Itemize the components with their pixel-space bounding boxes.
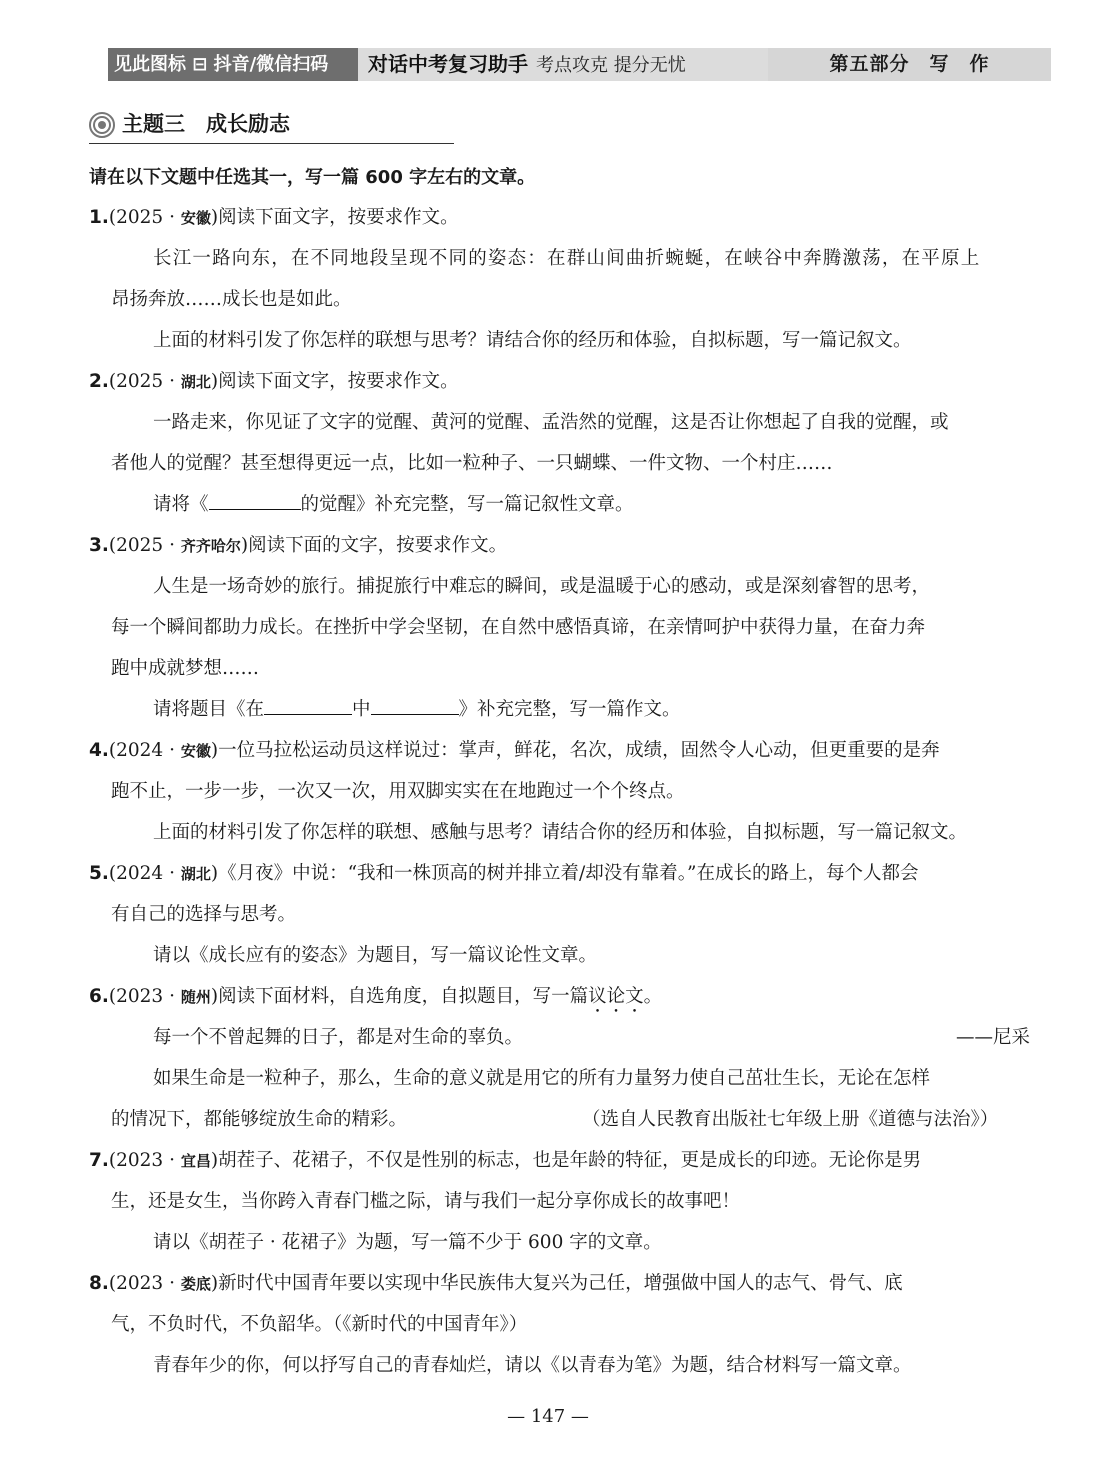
theme-title: 主题三 成长励志 — [122, 112, 290, 136]
instruction: 请在以下文题中任选其一，写一篇 600 字左右的文章。 — [89, 167, 536, 188]
question-2-material: 一路走来，你见证了文字的觉醒、黄河的觉醒、孟浩然的觉醒，这是否让你想起了自我的觉醒，或 — [153, 412, 949, 433]
question-source: 湖北 — [180, 373, 211, 391]
question-3-header: 3.(2025 · 齐齐哈尔)阅读下面的文字，按要求作文。 — [89, 535, 508, 556]
question-5-task: 请以《成长应有的姿态》为题目，写一篇议论性文章。 — [153, 945, 598, 966]
question-7-header: 7.(2023 · 宜昌)胡茬子、花裙子，不仅是性别的标志，也是年龄的特征，更是成长的印迹。无论你是男 — [89, 1150, 922, 1171]
question-3-material-end: 跑中成就梦想…… — [111, 658, 260, 679]
question-1-material-cont: 昂扬奔放……成长也是如此。 — [111, 289, 352, 310]
fill-blank — [371, 694, 459, 715]
assistant-title: 对话中考复习助手 — [368, 52, 528, 76]
question-source: 安徽 — [180, 742, 211, 760]
question-source: 安徽 — [180, 209, 211, 227]
section-title: 第五部分 写 作 — [768, 48, 1051, 81]
question-3-material-cont: 每一个瞬间都助力成长。在挫折中学会坚韧，在自然中感悟真谛，在亲情呵护中获得力量，在奋力奔 — [111, 617, 926, 638]
page-number: — 147 — — [507, 1406, 589, 1427]
question-6-material-source: （选自人民教育出版社七年级上册《道德与法治》） — [582, 1109, 999, 1130]
fill-blank — [264, 694, 352, 715]
question-source: 宜昌 — [180, 1152, 211, 1170]
question-8-task: 青春年少的你，何以抒写自己的青春灿烂，请以《以青春为笔》为题，结合材料写一篇文章。 — [153, 1355, 912, 1376]
scan-hint-label: 见此图标 ⊟ 抖音/微信扫码 — [108, 48, 358, 81]
question-5-header: 5.(2024 · 湖北)《月夜》中说：“我和一株顶高的树并排立着/却没有靠着。”在成长的路上，每个人都会 — [89, 863, 919, 884]
question-1-header: 1.(2025 · 安徽)阅读下面文字，按要求作文。 — [89, 207, 459, 228]
question-2-material-cont: 者他人的觉醒？甚至想得更远一点，比如一粒种子、一只蝴蝶、一件文物、一个村庄…… — [111, 453, 833, 474]
question-source: 湖北 — [180, 865, 211, 883]
question-source: 齐齐哈尔 — [180, 537, 241, 555]
question-6-quote-author: ——尼采 — [956, 1027, 1031, 1048]
question-3-task: 请将题目《在 中 》补充完整，写一篇作文。 — [153, 694, 681, 726]
question-6-quote: 每一个不曾起舞的日子，都是对生命的辜负。 — [153, 1027, 524, 1048]
question-8-header: 8.(2023 · 娄底)新时代中国青年要以实现中华民族伟大复兴为己任，增强做中国人的志气、骨气、底 — [89, 1273, 903, 1294]
question-source: 娄底 — [180, 1275, 211, 1293]
question-2-task: 请将《 的觉醒》补充完整，写一篇记叙性文章。 — [153, 489, 634, 521]
question-2-header: 2.(2025 · 湖北)阅读下面文字，按要求作文。 — [89, 371, 459, 392]
question-6-header: 6.(2023 · 随州)阅读下面材料，自选角度，自拟题目，写一篇议论文。 — [89, 986, 663, 1007]
question-7-task: 请以《胡茬子 · 花裙子》为题，写一篇不少于 600 字的文章。 — [153, 1232, 662, 1253]
fill-blank — [209, 489, 301, 510]
question-4-header: 4.(2024 · 安徽)一位马拉松运动员这样说过：掌声，鲜花，名次，成绩，固然令人心动，但更重要的是奔 — [89, 740, 940, 761]
question-5-material-cont: 有自己的选择与思考。 — [111, 904, 297, 925]
theme-underline — [89, 143, 454, 144]
question-6-material: 如果生命是一粒种子，那么，生命的意义就是用它的所有力量努力使自己茁壮生长，无论在怎样 — [153, 1068, 931, 1089]
emphasized-genre: 议论文 — [588, 986, 644, 1007]
question-1-material: 长江一路向东，在不同地段呈现不同的姿态：在群山间曲折蜿蜒，在峡谷中奔腾激荡，在平原上 — [153, 248, 981, 269]
question-3-material: 人生是一场奇妙的旅行。捕捉旅行中难忘的瞬间，或是温暖于心的感动，或是深刻睿智的思考， — [153, 576, 931, 597]
assistant-slogan: 考点攻克 提分无忧 — [536, 55, 686, 76]
question-1-task: 上面的材料引发了你怎样的联想与思考？请结合你的经历和体验，自拟标题，写一篇记叙文。 — [153, 330, 912, 351]
question-8-material-cont: 气，不负时代，不负韶华。（《新时代的中国青年》） — [111, 1314, 528, 1335]
question-6-material-cont: 的情况下，都能够绽放生命的精彩。 — [111, 1109, 408, 1130]
question-source: 随州 — [180, 988, 211, 1006]
target-circle-icon — [89, 112, 115, 138]
question-4-material-cont: 跑不止，一步一步，一次又一次，用双脚实实在在地跑过一个个终点。 — [111, 781, 685, 802]
question-7-material-cont: 生，还是女生，当你跨入青春门槛之际，请与我们一起分享你成长的故事吧！ — [111, 1191, 741, 1212]
question-4-task: 上面的材料引发了你怎样的联想、感触与思考？请结合你的经历和体验，自拟标题，写一篇记叙文。 — [153, 822, 968, 843]
